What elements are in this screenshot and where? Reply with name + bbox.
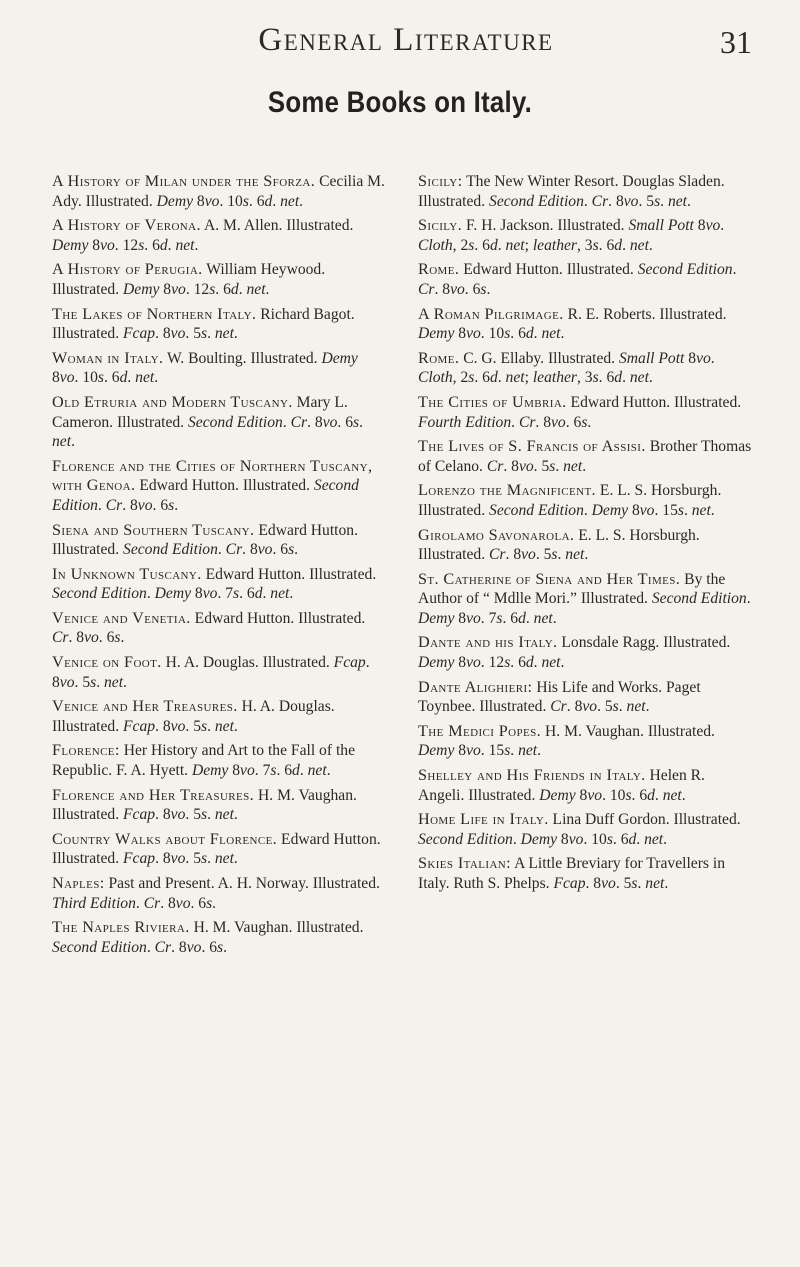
book-title: Dante and his Italy. [418, 633, 558, 652]
book-entry [418, 393, 754, 432]
book-details: Brother Thomas of Celano. Cr. 8vo. 5s. net. [418, 438, 752, 475]
book-details: Edward Hutton. Illustrated. Cr. 8vo. 6s. [52, 609, 366, 647]
book-title: Shelley and His Friends in Italy. [418, 766, 646, 785]
book-entry [418, 526, 754, 565]
book-title: A History of Perugia. [52, 260, 203, 279]
book-details: Richard Bagot. Illustrated. Fcap. 8vo. 5s. net. [52, 305, 355, 343]
running-head [60, 22, 752, 62]
page-number: 31 [720, 24, 752, 60]
book-title: Florence and the Cities of Northern Tuscany, with Genoa. [52, 456, 373, 495]
book-entry [418, 216, 754, 255]
book-title: The Lakes of Northern Italy. [52, 304, 257, 323]
book-details: W. Boulting. Illustrated. Demy 8vo. 10s. 6d. net. [52, 349, 358, 387]
book-details: E. L. S. Horsburgh. Illustrated. Second Edition. Demy 8vo. 15s. net. [418, 482, 722, 519]
left-column [52, 172, 388, 962]
book-details: Cecilia M. Ady. Illustrated. Demy 8vo. 10s. 6d. net. [52, 173, 385, 210]
book-details: Edward Hutton. Illustrated. Fourth Edition. Cr. 8vo. 6s. [418, 393, 742, 431]
book-title: Venice on Foot. [52, 653, 162, 672]
book-title: In Unknown Tuscany. [52, 564, 202, 583]
book-details: A. M. Allen. Illustrated. Demy 8vo. 12s. 6d. net. [52, 217, 354, 254]
book-entry [52, 393, 388, 452]
book-title: Lorenzo the Magnificent. [418, 481, 597, 500]
book-entry [52, 918, 388, 957]
book-entry [52, 349, 388, 388]
book-entry [418, 349, 754, 388]
book-entry [418, 854, 754, 893]
book-details: His Life and Works. Paget Toynbee. Illustrated. Cr. 8vo. 5s. net. [418, 678, 701, 716]
book-entry [418, 722, 754, 761]
book-details: E. L. S. Horsburgh. Illustrated. Cr. 8vo. 5s. net. [418, 526, 700, 564]
book-title: Woman in Italy. [52, 348, 164, 367]
book-details: C. G. Ellaby. Illustrated. Small Pott 8vo. Cloth, 2s. 6d. net; leather, 3s. 6d. net. [418, 349, 715, 387]
book-details: Edward Hutton. Illustrated. Second Edition. Cr. 8vo. 6s. [52, 521, 358, 559]
right-column [418, 172, 754, 899]
book-title: Home Life in Italy. [418, 810, 549, 829]
book-details: H. M. Vaughan. Illustrated. Fcap. 8vo. 5s. net. [52, 786, 357, 824]
book-entry [52, 653, 388, 692]
book-details: H. M. Vaughan. Illustrated. Demy 8vo. 15s. net. [418, 722, 715, 760]
book-title: Venice and Her Treasures. [52, 697, 238, 716]
book-entry [52, 609, 388, 648]
book-title: Skies Italian: [418, 854, 512, 873]
book-details: Lina Duff Gordon. Illustrated. Second Edition. Demy 8vo. 10s. 6d. net. [418, 811, 741, 848]
book-title: Naples: [52, 874, 105, 892]
book-entry [52, 874, 388, 913]
book-details: Helen R. Angeli. Illustrated. Demy 8vo. 10s. 6d. net. [418, 767, 705, 804]
book-details: Mary L. Cameron. Illustrated. Second Edition. Cr. 8vo. 6s. net. [52, 393, 363, 451]
book-details: A Little Breviary for Travellers in Italy. Ruth S. Phelps. Fcap. 8vo. 5s. net. [418, 855, 725, 892]
book-details: Past and Present. A. H. Norway. Illustrated. Third Edition. Cr. 8vo. 6s. [52, 875, 380, 912]
book-entry [418, 481, 754, 520]
book-details: Edward Hutton. Illustrated. Second Edition. Cr. 8vo. 6s. [52, 477, 359, 514]
book-title: The Cities of Umbria. [418, 392, 567, 411]
section-title: Some Books on Italy. [267, 86, 533, 119]
book-entry [52, 786, 388, 825]
book-details: F. H. Jackson. Illustrated. Small Pott 8vo. Cloth, 2s. 6d. net; leather, 3s. 6d. net. [418, 217, 725, 254]
book-title: The Medici Popes. [418, 721, 542, 740]
book-title: Rome. [418, 260, 460, 279]
book-details: William Heywood. Illustrated. Demy 8vo. 12s. 6d. net. [52, 261, 326, 298]
book-details: The New Winter Resort. Douglas Sladen. Illustrated. Second Edition. Cr. 8vo. 5s. net. [418, 173, 725, 210]
book-details: By the Author of “ Mdlle Mori.” Illustrated. Second Edition. Demy 8vo. 7s. 6d. net. [418, 570, 751, 627]
book-title: Country Walks about Florence. [52, 829, 278, 848]
book-title: Siena and Southern Tuscany. [52, 520, 255, 539]
book-entry [52, 565, 388, 604]
book-title: Florence: [52, 741, 120, 760]
book-title: A History of Verona. [52, 216, 201, 235]
book-entry [418, 437, 754, 476]
book-details: Edward Hutton. Illustrated. Second Edition. Demy 8vo. 7s. 6d. net. [52, 565, 377, 603]
book-entry [418, 810, 754, 849]
book-entry [418, 766, 754, 805]
book-entry [418, 678, 754, 717]
book-entry [418, 260, 754, 299]
book-entry [418, 633, 754, 672]
book-title: A Roman Pilgrimage. [418, 304, 564, 323]
book-title: Sicily: [418, 172, 463, 190]
book-title: Old Etruria and Modern Tuscany. [52, 392, 293, 411]
book-entry [52, 521, 388, 560]
book-title: Venice and Venetia. [52, 608, 191, 627]
book-details: Edward Hutton. Illustrated. Fcap. 8vo. 5s. net. [52, 830, 381, 868]
book-entry [52, 260, 388, 299]
book-title: Rome. [418, 348, 460, 367]
book-title: A History of Milan under the Sforza. [52, 172, 316, 190]
book-details: H. A. Douglas. Illustrated. Fcap. 8vo. 5s. net. [52, 698, 335, 735]
book-title: The Lives of S. Francis of Assisi. [418, 437, 646, 456]
book-entry [52, 457, 388, 516]
book-details: H. M. Vaughan. Illustrated. Second Edition. Cr. 8vo. 6s. [52, 919, 364, 956]
book-details: Her History and Art to the Fall of the Republic. F. A. Hyett. Demy 8vo. 7s. 6d. net. [52, 742, 355, 780]
running-head-title: General Literature [258, 22, 554, 58]
book-entry [52, 305, 388, 344]
book-title: The Naples Riviera. [52, 918, 190, 937]
book-title: Girolamo Savonarola. [418, 525, 575, 544]
book-details: R. E. Roberts. Illustrated. Demy 8vo. 10s. 6d. net. [418, 305, 727, 343]
book-title: Sicily. [418, 216, 463, 235]
book-title: Dante Alighieri: [418, 677, 533, 696]
book-details: H. A. Douglas. Illustrated. Fcap. 8vo. 5s. net. [52, 654, 370, 691]
book-entry [418, 305, 754, 344]
book-entry [418, 570, 754, 629]
book-title: Florence and Her Treasures. [52, 785, 255, 804]
book-entry [52, 741, 388, 780]
book-details: Edward Hutton. Illustrated. Second Edition. Cr. 8vo. 6s. [418, 261, 737, 298]
book-entry [52, 216, 388, 255]
book-entry [52, 697, 388, 736]
book-details: Lonsdale Ragg. Illustrated. Demy 8vo. 12s. 6d. net. [418, 634, 731, 672]
book-entry [52, 830, 388, 869]
book-entry [52, 172, 388, 211]
book-entry [418, 172, 754, 211]
book-title: St. Catherine of Siena and Her Times. [418, 569, 681, 588]
